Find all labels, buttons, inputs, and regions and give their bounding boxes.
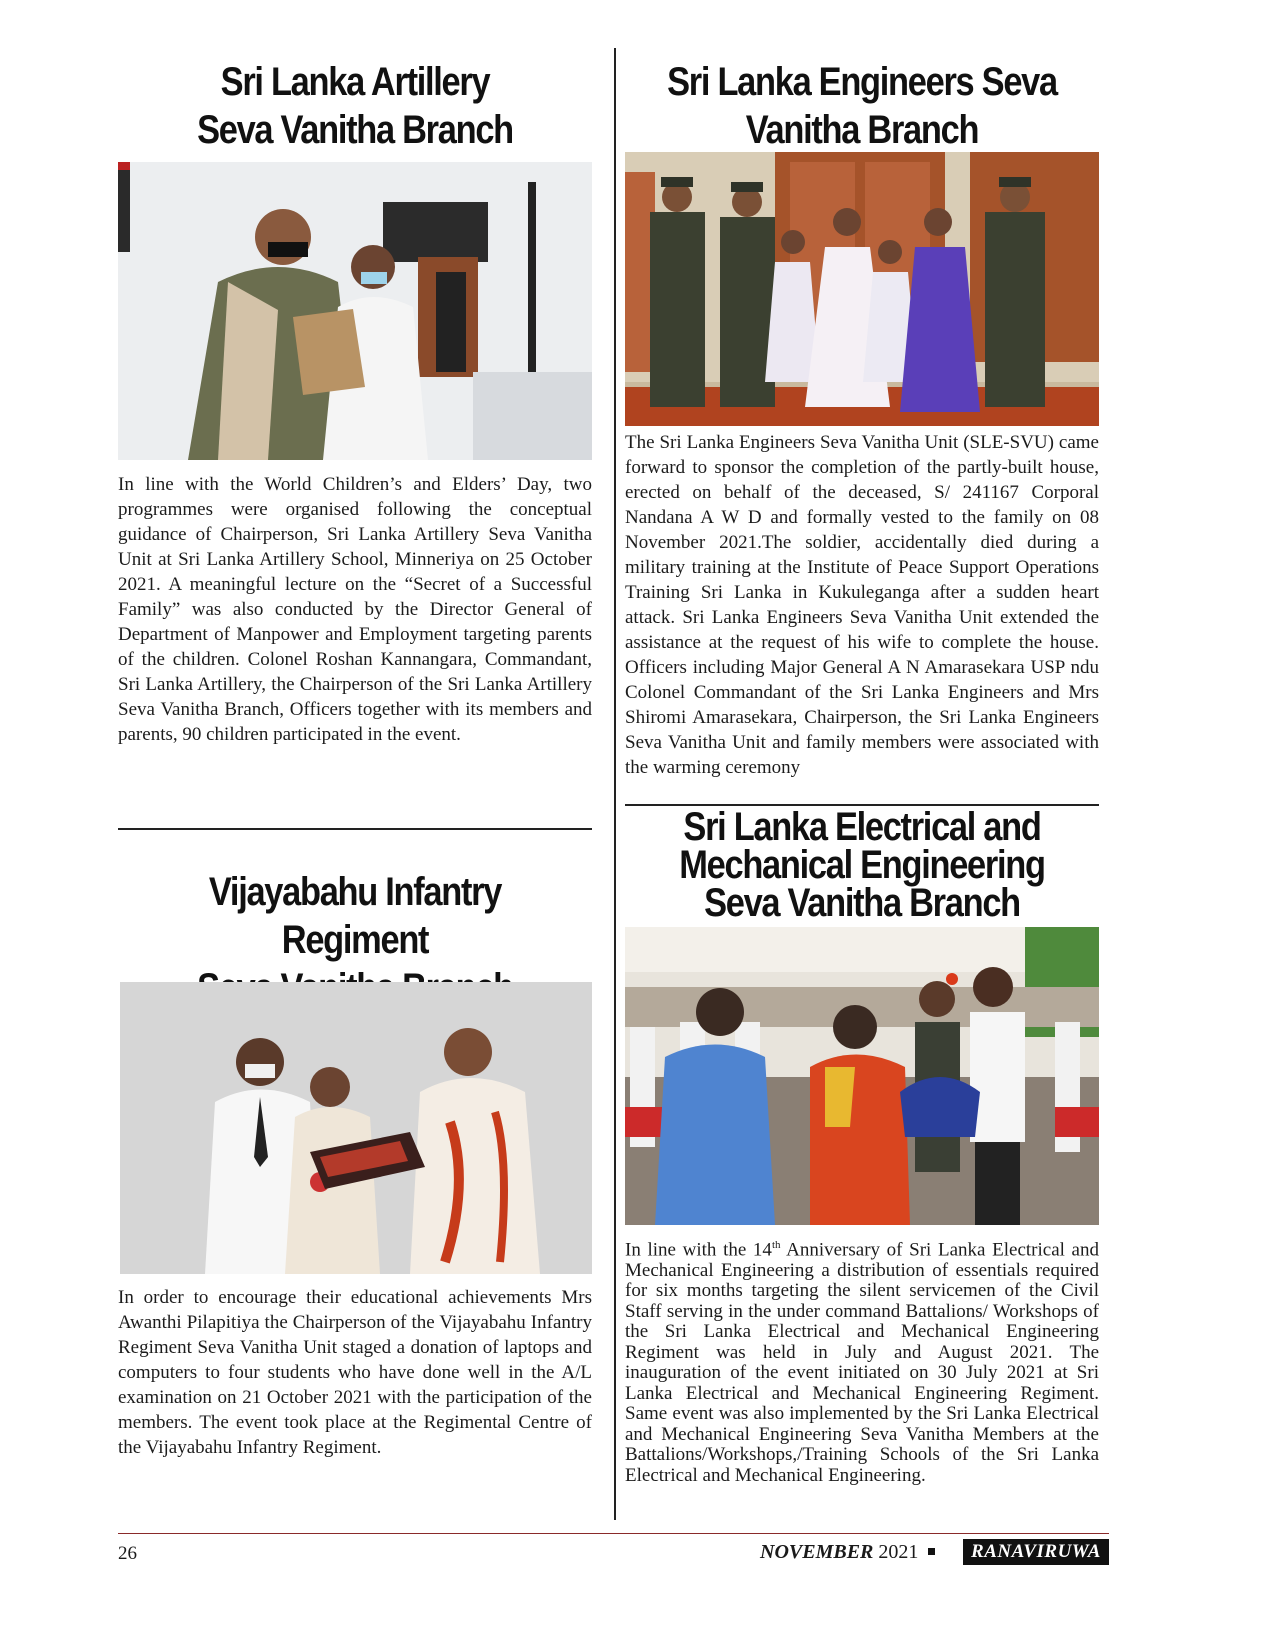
article-separator-left xyxy=(118,828,592,830)
electrical-title-line2: Mechanical Engineering xyxy=(679,843,1045,887)
electrical-body-prefix: In line with the 14 xyxy=(625,1239,772,1261)
issue-date xyxy=(760,1541,945,1564)
page-number: 26 xyxy=(118,1543,137,1564)
engineers-title-line2: Vanitha Branch xyxy=(745,108,979,152)
engineers-photo xyxy=(625,152,1099,426)
artillery-photo xyxy=(118,162,592,460)
electrical-photo xyxy=(625,927,1099,1225)
electrical-headline xyxy=(658,805,1066,925)
issue-month: NOVEMBER xyxy=(760,1541,874,1563)
footer-rule xyxy=(118,1533,1109,1534)
artillery-headline xyxy=(151,58,559,154)
engineers-title-line1: Sri Lanka Engineers Seva xyxy=(667,60,1057,104)
engineers-body: The Sri Lanka Engineers Seva Vanitha Unit (SLE-SVU) came forward to sponsor the completion of the partly-built house, erected on behalf of the deceased, S/ 241167 Corporal Nandana A W D and formally vested to the family on 08 November 2021.The soldier, accidentally died during a military training at the Institute of Peace Support Operations Training Sri Lanka in Kukuleganga after a sudden heart attack. Sri Lanka Engineers Seva Vanitha Unit extended the assistance at the request of his wife to complete the house. Officers including Major General A N Amarasekara USP ndu Colonel Commandant of the Sri Lanka Engineers and Mrs Shiromi Amarasekara, Chairperson, the Sri Lanka Engineers Seva Vanitha Unit and family members were associated with the warming ceremony xyxy=(625,432,1099,778)
electrical-body-rest: Anniversary of Sri Lanka Electrical and Mechanical Engineering a distribution of essentials required for six months targeting the silent servicemen of the Civil Staff serving in the under command Battalions/ Workshops of the Sri Lanka Electrical and Mechanical Engineering Regiment was held in July and August 2021. The inauguration of the event initiated on 30 July 2021 at Sri Lanka Electrical and Mechanical Engineering Regiment. Same event was also implemented by the Sri Lanka Electrical and Mechanical Engineering Seva Vanitha Members at the Battalions/Workshops,/Training Schools of the Sri Lanka Electrical and Mechanical Engineering. xyxy=(625,1239,1099,1486)
magazine-name: RANAVIRUWA xyxy=(963,1539,1109,1565)
issue-year: 2021 xyxy=(878,1541,919,1563)
electrical-body-superscript: th xyxy=(771,1239,781,1251)
engineers-headline xyxy=(658,58,1066,154)
artillery-body: In line with the World Children’s and Elders’ Day, two programmes were organised following the conceptual guidance of Chairperson, Sri Lanka Artillery Seva Vanitha Unit at Sri Lanka Artillery School, Minneriya on 25 October 2021. A meaningful lecture on the “Secret of a Successful Family” was also conducted by the Director General of Department of Manpower and Employment targeting parents of the children. Colonel Roshan Kannangara, Commandant, Sri Lanka Artillery, the Chairperson of the Sri Lanka Artillery Seva Vanitha Branch, Officers together with its members and parents, 90 children participated in the event. xyxy=(118,474,592,745)
electrical-title-line3: Seva Vanitha Branch xyxy=(704,881,1020,925)
vijayabahu-body: In order to encourage their educational achievements Mrs Awanthi Pilapitiya the Chairperson of the Vijayabahu Infantry Regiment Seva Vanitha Unit staged a donation of laptops and computers to four students who have done well in the A/L examination on 21 October 2021 with the participation of the members. The event took place at the Regimental Centre of the Vijayabahu Infantry Regiment. xyxy=(118,1287,592,1458)
artillery-title-line1: Sri Lanka Artillery xyxy=(220,60,490,104)
vijayabahu-photo xyxy=(120,982,592,1274)
electrical-title-line1: Sri Lanka Electrical and xyxy=(683,805,1041,849)
artillery-title-line2: Seva Vanitha Branch xyxy=(197,108,513,152)
vijayabahu-title-line1: Vijayabahu Infantry Regiment xyxy=(208,870,502,962)
electrical-body xyxy=(625,1235,1099,1486)
footer-bullet-icon xyxy=(928,1548,935,1555)
column-divider xyxy=(614,48,616,1520)
